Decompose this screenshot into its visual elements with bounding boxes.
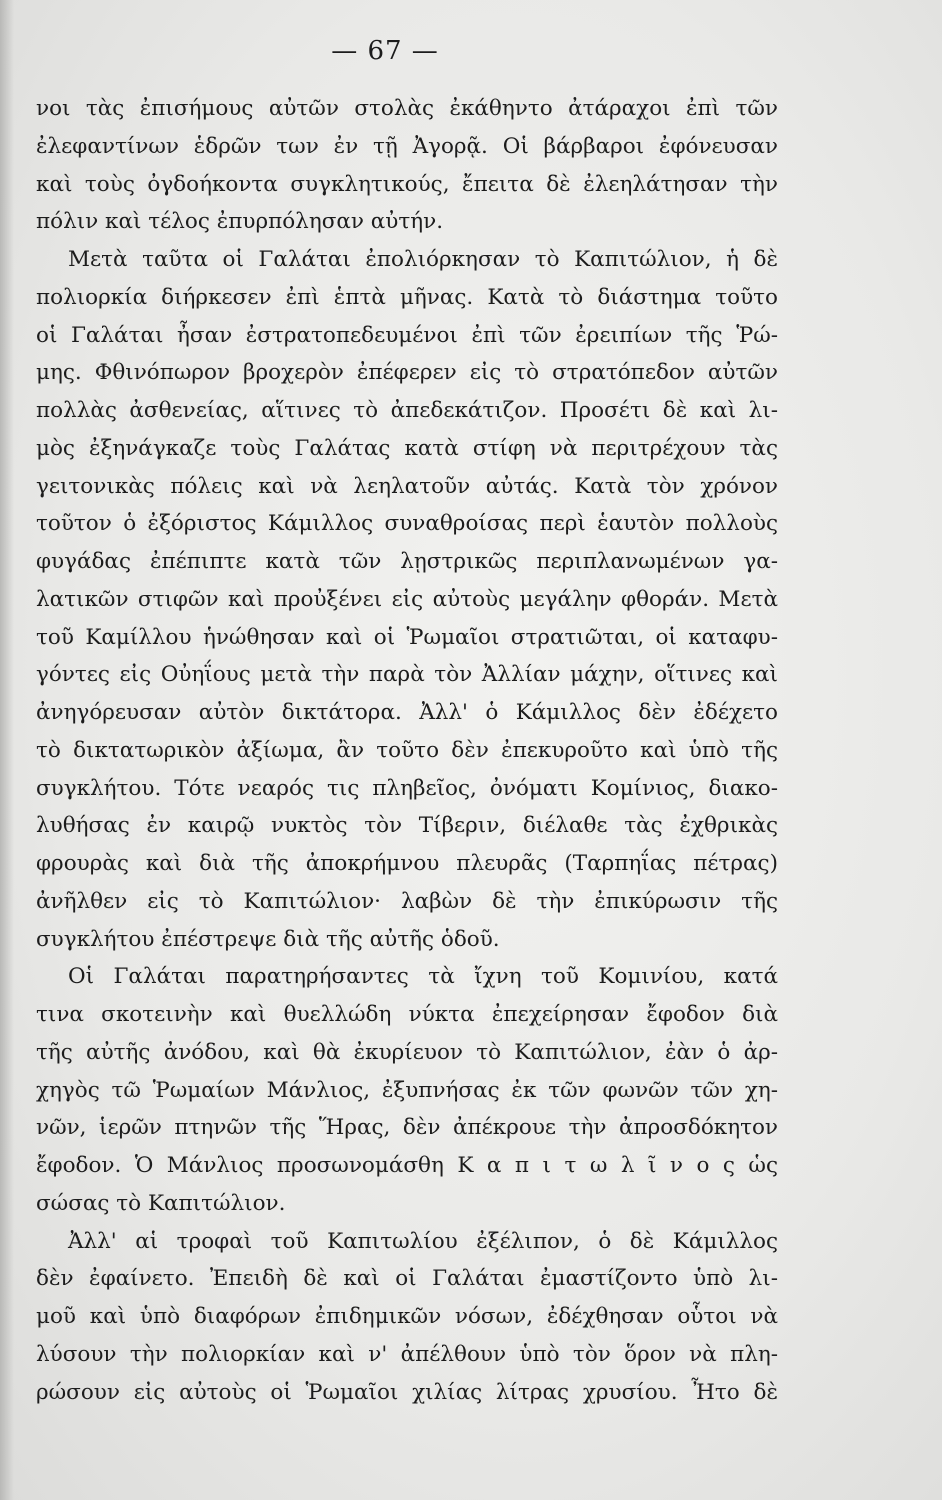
text-line: τοῦτον ὁ ἐξόριστος Κάμιλλος συναθροίσας περὶ ἑαυτὸν πολλοὺς xyxy=(36,511,778,537)
text-line: τοῦ Καμίλλου ἡνώθησαν καὶ οἱ Ῥωμαῖοι στρατιῶται, οἱ καταφυ- xyxy=(36,624,778,650)
text-line: Μετὰ ταῦτα οἱ Γαλάται ἐπολιόρκησαν τὸ Καπιτώλιον, ἡ δὲ xyxy=(68,247,778,272)
text-line: γειτονικὰς πόλεις καὶ νὰ λεηλατοῦν αὐτάς. Κατὰ τὸν χρόνον xyxy=(36,473,778,499)
text-line: ἔφοδον. Ὁ Μάνλιος προσωνομάσθη Κ α π ι τ ω λ ῖ ν ο ς ὡς xyxy=(36,1153,778,1178)
text-line: λυθήσας ἐν καιρῷ νυκτὸς τὸν Τίβεριν, διέλαθε τὰς ἐχθρικὰς xyxy=(36,813,778,839)
text-line: ἀνῆλθεν εἰς τὸ Καπιτώλιον· λαβὼν δὲ τὴν ἐπικύρωσιν τῆς xyxy=(36,888,778,914)
page-gutter-shadow xyxy=(0,0,14,1500)
text-line: Ἀλλ' αἱ τροφαὶ τοῦ Καπιτωλίου ἐξέλιπον, ὁ δὲ Κάμιλλος xyxy=(68,1228,778,1254)
text-line: χηγὸς τῶ Ῥωμαίων Μάνλιος, ἐξυπνήσας ἐκ τῶν φωνῶν τῶν χη- xyxy=(36,1077,778,1103)
text-line: μης. Φθινόπωρον βροχερὸν ἐπέφερεν εἰς τὸ στρατόπεδον αὐτῶν xyxy=(36,360,778,386)
text-line: φρουρὰς καὶ διὰ τῆς ἀποκρήμνου πλευρᾶς (Ταρπηΐας πέτρας) xyxy=(36,851,778,876)
text-line: καὶ τοὺς ὀγδοήκοντα συγκλητικούς, ἔπειτα δὲ ἐλεηλάτησαν τὴν xyxy=(36,171,778,197)
text-line: πόλιν καὶ τέλος ἐπυρπόλησαν αὐτήν. xyxy=(36,209,444,235)
text-line: συγκλήτου. Τότε νεαρός τις πληβεῖος, ὀνόματι Κομίνιος, διακο- xyxy=(36,775,778,801)
text-line: πολλὰς ἀσθενείας, αἵτινες τὸ ἀπεδεκάτιζον. Προσέτι δὲ καὶ λι- xyxy=(36,398,778,423)
text-line: ἐλεφαντίνων ἑδρῶν των ἐν τῇ Ἀγορᾷ. Οἱ βάρβαροι ἐφόνευσαν xyxy=(36,133,778,159)
text-line: πολιορκία διήρκεσεν ἐπὶ ἑπτὰ μῆνας. Κατὰ τὸ διάστημα τοῦτο xyxy=(36,284,778,310)
text-line: Οἱ Γαλάται παρατηρήσαντες τὰ ἴχνη τοῦ Κομινίου, κατά xyxy=(68,964,778,990)
text-line: τινα σκοτεινὴν καὶ θυελλώδη νύκτα ἐπεχείρησαν ἔφοδον διὰ xyxy=(36,1002,778,1027)
text-line: ρώσουν εἰς αὐτοὺς οἱ Ῥωμαῖοι χιλίας λίτρας χρυσίου. Ἦτο δὲ xyxy=(36,1379,778,1405)
text-line: συγκλήτου ἐπέστρεψε διὰ τῆς αὐτῆς ὁδοῦ. xyxy=(36,926,500,952)
text-line: νοι τὰς ἐπισήμους αὐτῶν στολὰς ἐκάθηντο ἀτάραχοι ἐπὶ τῶν xyxy=(36,96,778,121)
text-line: τῆς αὐτῆς ἀνόδου, καὶ θὰ ἐκυρίευον τὸ Καπιτώλιον, ἐὰν ὁ ἀρ- xyxy=(36,1039,778,1065)
text-line: λατικῶν στιφῶν καὶ προὐξένει εἰς αὐτοὺς μεγάλην φθοράν. Μετὰ xyxy=(36,586,778,612)
text-line: τὸ δικτατωρικὸν ἀξίωμα, ἂν τοῦτο δὲν ἐπεκυροῦτο καὶ ὑπὸ τῆς xyxy=(36,737,778,763)
text-line: λύσουν τὴν πολιορκίαν καὶ ν' ἀπέλθουν ὑπὸ τὸν ὅρον νὰ πλη- xyxy=(36,1341,778,1367)
text-line: σώσας τὸ Καπιτώλιον. xyxy=(36,1190,286,1216)
page-number: — 67 — xyxy=(331,36,439,66)
text-line: μοῦ καὶ ὑπὸ διαφόρων ἐπιδημικῶν νόσων, ἐδέχθησαν οὗτοι νὰ xyxy=(36,1304,778,1329)
text-line: νῶν, ἱερῶν πτηνῶν τῆς Ἥρας, δὲν ἀπέκρουε τὴν ἀπροσδόκητον xyxy=(36,1115,778,1141)
text-line: γόντες εἰς Οὐηΐους μετὰ τὴν παρὰ τὸν Ἀλλίαν μάχην, οἵτινες καὶ xyxy=(36,662,778,688)
body-text xyxy=(36,90,778,1411)
text-line: φυγάδας ἐπέπιπτε κατὰ τῶν λῃστρικῶς περιπλανωμένων γα- xyxy=(36,549,778,574)
text-line: οἱ Γαλάται ἦσαν ἐστρατοπεδευμένοι ἐπὶ τῶν ἐρειπίων τῆς Ῥώ- xyxy=(36,322,778,348)
text-line: μὸς ἐξηνάγκαζε τοὺς Γαλάτας κατὰ στίφη νὰ περιτρέχουν τὰς xyxy=(36,435,778,461)
text-line: ἀνηγόρευσαν αὐτὸν δικτάτορα. Ἀλλ' ὁ Κάμιλλος δὲν ἐδέχετο xyxy=(36,700,778,725)
text-line: δὲν ἐφαίνετο. Ἐπειδὴ δὲ καὶ οἱ Γαλάται ἐμαστίζοντο ὑπὸ λι- xyxy=(36,1266,778,1292)
